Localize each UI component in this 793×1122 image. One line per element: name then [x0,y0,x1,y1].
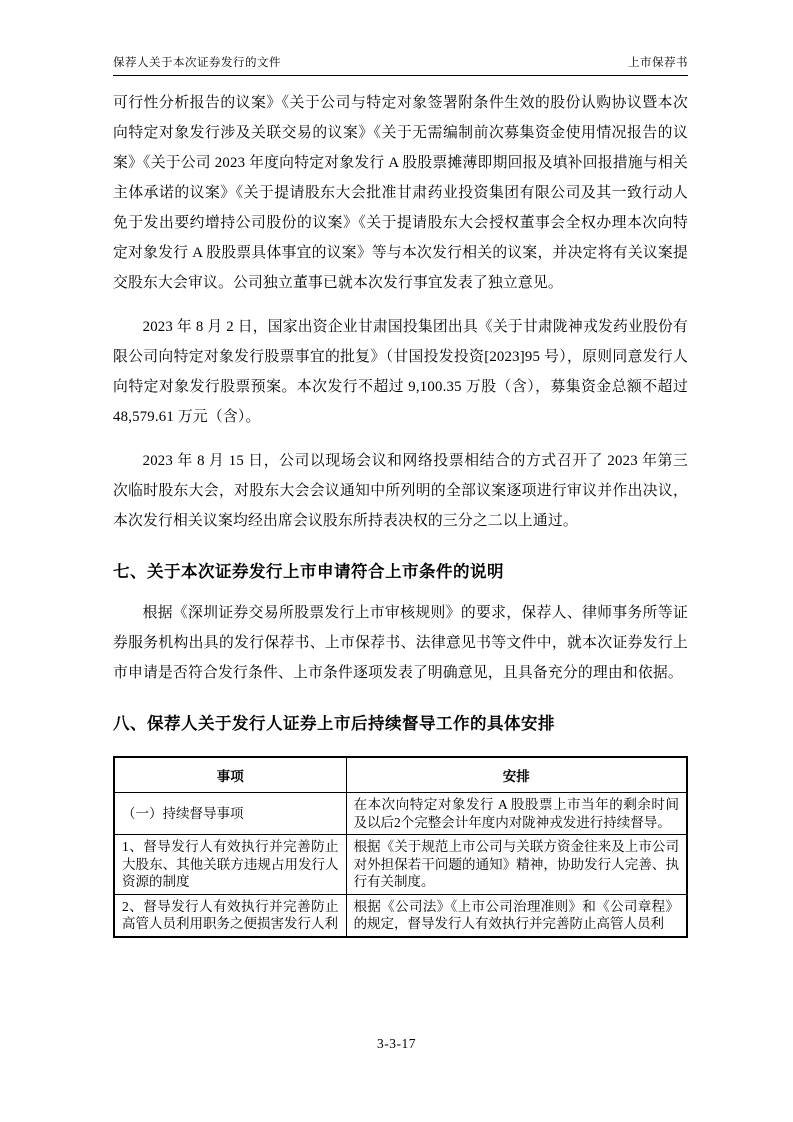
paragraph-approval-2023-08-02: 2023 年 8 月 2 日，国家出资企业甘肃国投集团出具《关于甘肃陇神戎发药业股份有限公司向特定对象发行股票事宜的批复》（甘国投发投资[2023]95 号），原则同意发行人向特定对象发行股票预案。本次发行不超过 9,100.35 万股（含），募集资金总额不超过 48,579.61 万元（含）。 [113,319,688,425]
paragraph-continuation: 可行性分析报告的议案》《关于公司与特定对象签署附条件生效的股份认购协议暨本次向特定对象发行涉及关联交易的议案》《关于无需编制前次募集资金使用情况报告的议案》《关于公司 2023 年度向特定对象发行 A 股股票摊薄即期回报及填补回报措施与相关主体承诺的议案》《关于提请股东大会批准甘肃药业投资集团有限公司及其一致行动人免于发出要约增持公司股份的议案》《关于提请股东大会授权董事会全权办理本次向特定对象发行 A 股股票具体事宜的议案》等与本次发行相关的议案，并决定将有关议案提交股东大会审议。公司独立董事已就本次发行事宜发表了独立意见。 [113,95,688,291]
cell-item: （一）持续督导事项 [114,793,346,835]
column-header-item: 事项 [114,757,346,793]
paragraph-shareholder-meeting: 2023 年 8 月 15 日，公司以现场会议和网络投票相结合的方式召开了 2023 年第三次临时股东大会，对股东大会会议通知中所列明的全部议案逐项进行审议并作出决议，本次发行相关议案均经出席会议股东所持表决权的三分之二以上通过。 [113,453,688,529]
document-body [113,88,688,938]
cell-arrangement: 根据《关于规范上市公司与关联方资金往来及上市公司对外担保若干问题的通知》精神，协助发行人完善、执行有关制度。 [346,835,687,895]
section-heading-7: 七、关于本次证券发行上市申请符合上市条件的说明 [113,563,504,581]
cell-arrangement: 根据《公司法》《上市公司治理准则》和《公司章程》的规定，督导发行人有效执行并完善防止高管人员利 [346,894,687,937]
table-header-row [114,757,687,793]
table-row [114,894,687,937]
running-header-left: 保荐人关于本次证券发行的文件 [113,57,281,69]
cell-item: 2、督导发行人有效执行并完善防止高管人员利用职务之便损害发行人利 [114,894,346,937]
table-head [114,757,687,793]
table-row [114,835,687,895]
column-header-arrangement: 安排 [346,757,687,793]
page-number: 3-3-17 [377,1036,416,1051]
cell-arrangement: 在本次向特定对象发行 A 股股票上市当年的剩余时间及以后2个完整会计年度内对陇神戎发进行持续督导。 [346,793,687,835]
cell-item: 1、督导发行人有效执行并完善防止大股东、其他关联方违规占用发行人资源的制度 [114,835,346,895]
table-body [114,793,687,937]
section-heading-8: 八、保荐人关于发行人证券上市后持续督导工作的具体安排 [113,715,555,733]
supervision-arrangement-table [113,756,688,938]
paragraph-listing-conditions: 根据《深圳证券交易所股票发行上市审核规则》的要求，保荐人、律师事务所等证券服务机构出具的发行保荐书、上市保荐书、法律意见书等文件中，就本次证券发行上市申请是否符合发行条件、上市条件逐项发表了明确意见，且具备充分的理由和依据。 [113,605,688,681]
running-header [113,54,688,76]
running-header-right: 上市保荐书 [628,57,688,69]
table-row [114,793,687,835]
